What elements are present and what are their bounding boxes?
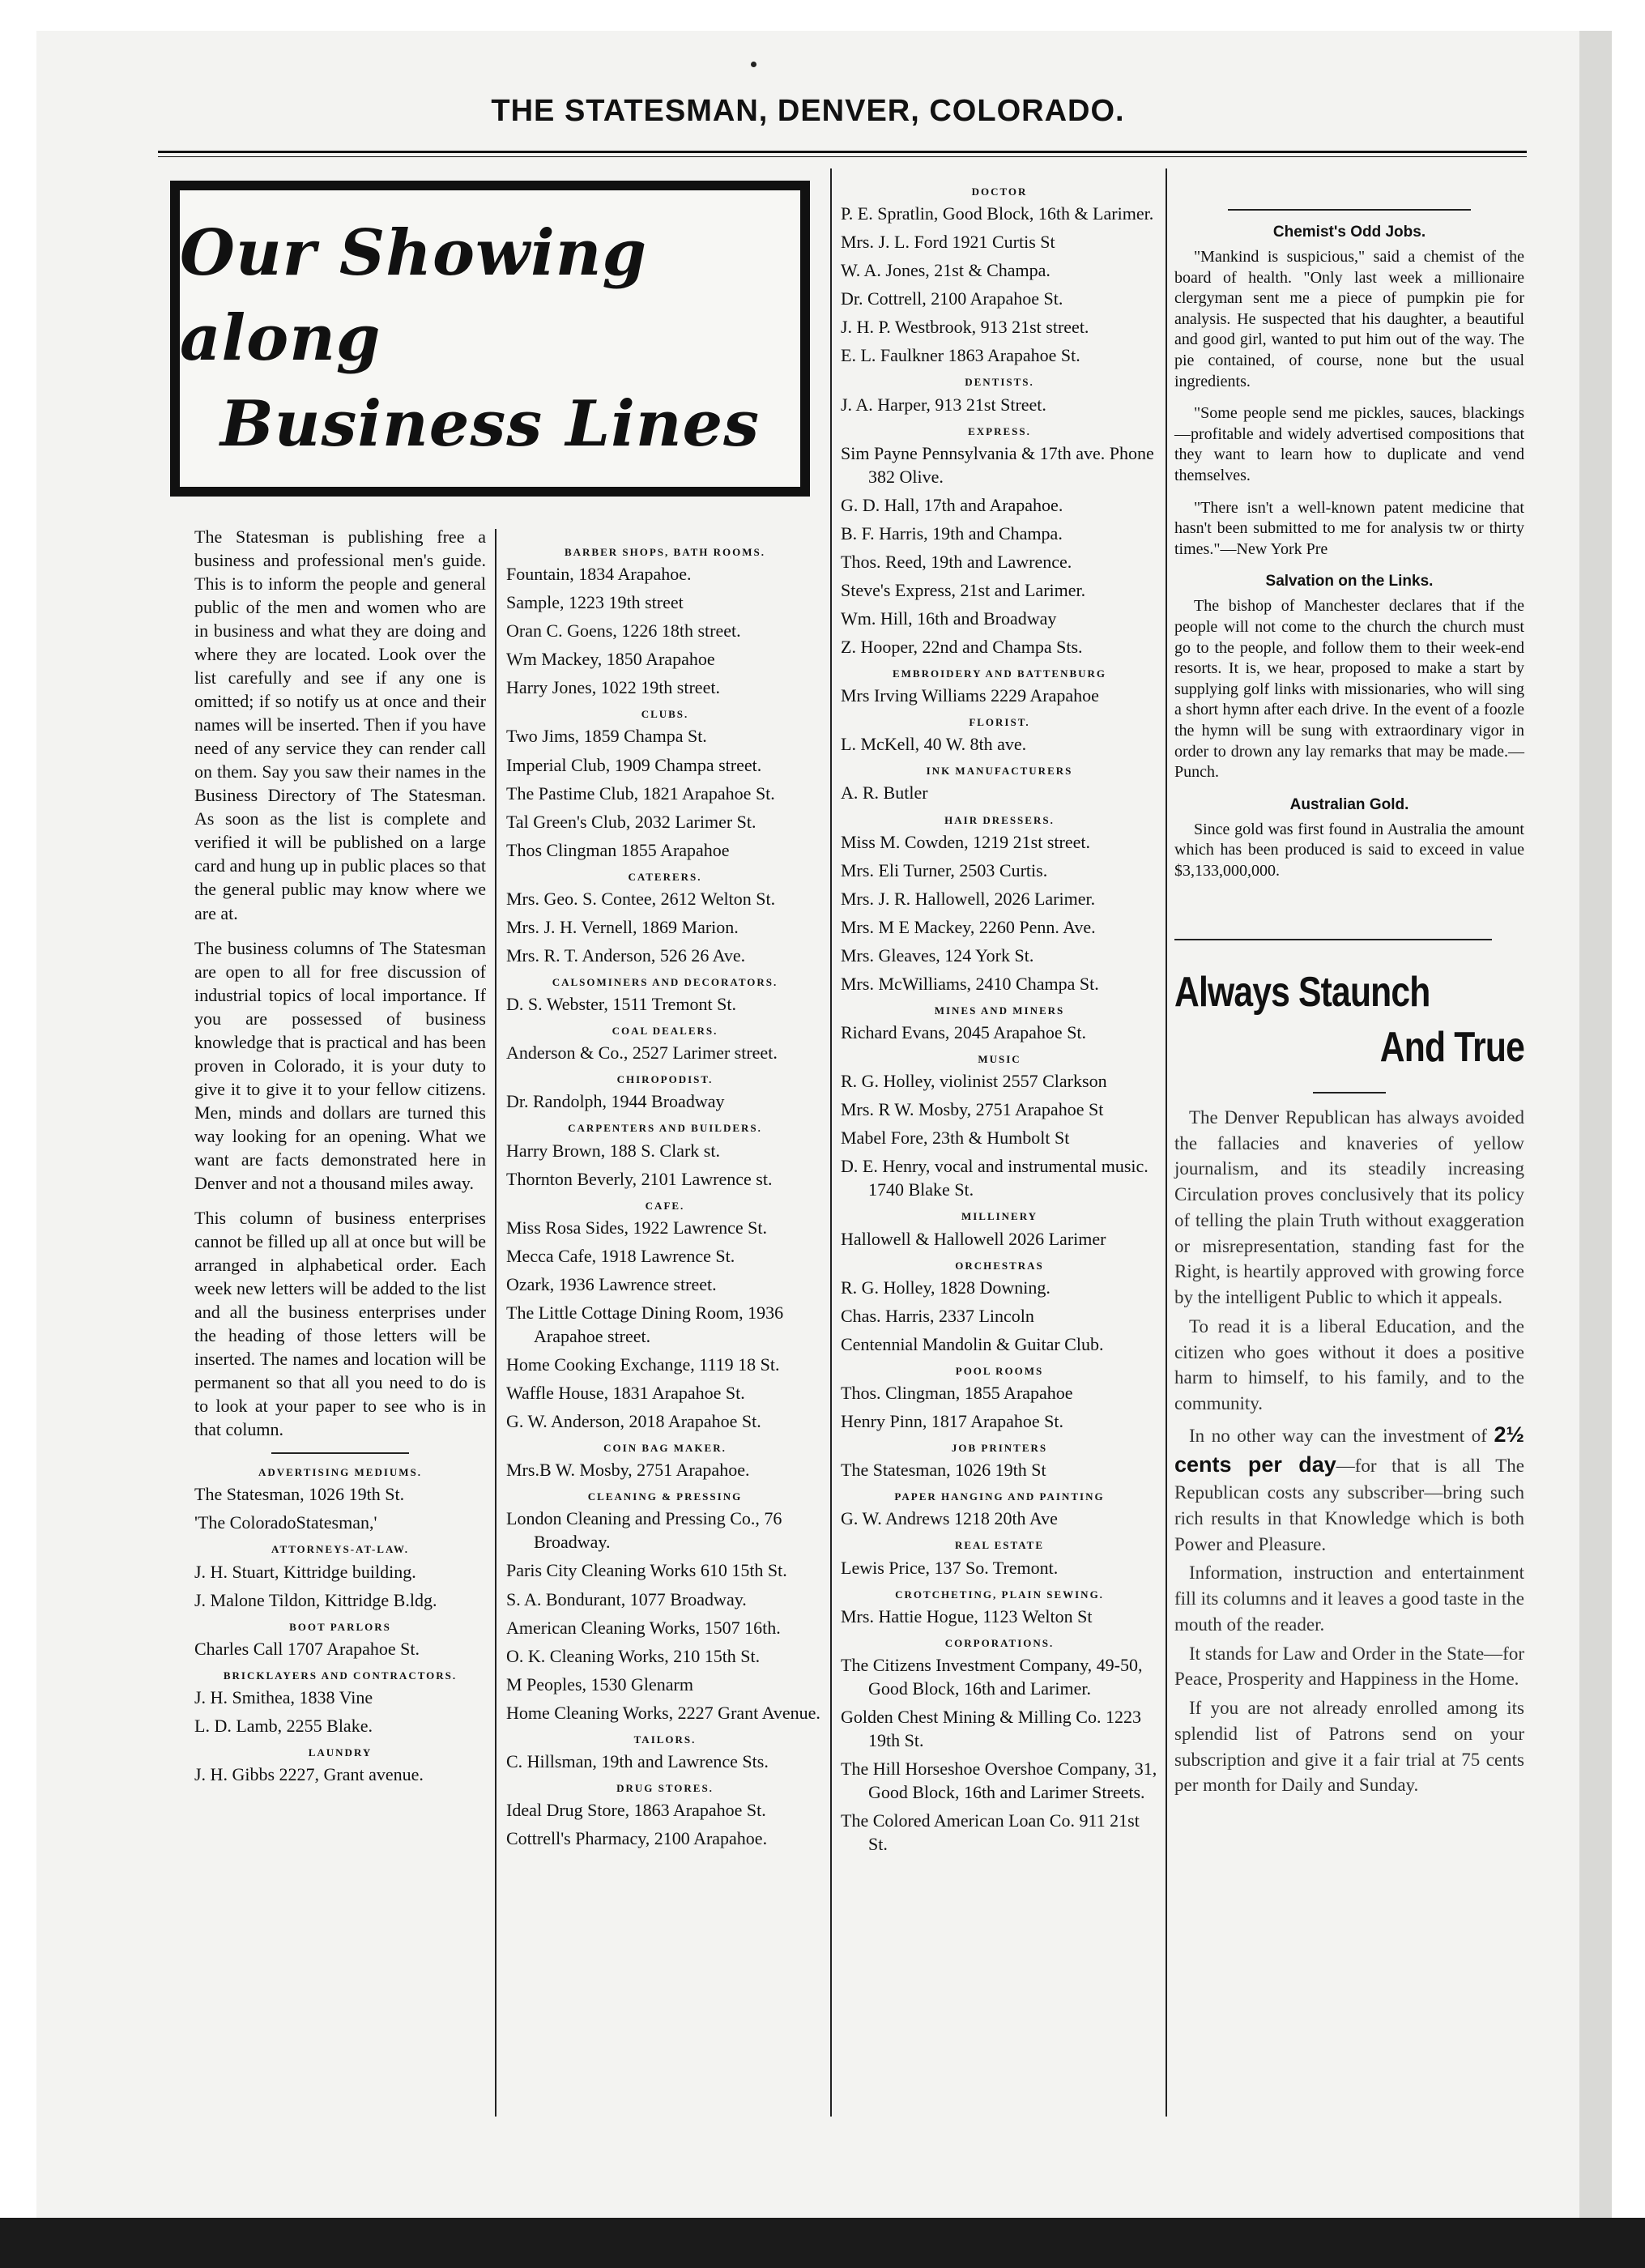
ad-text: —for that is all The Republican costs any subscriber—bring such rich results in that Knowledge which is both Power and Pleasure. xyxy=(1174,1455,1525,1554)
directory-entry: Imperial Club, 1909 Champa street. xyxy=(506,754,762,775)
ad-paragraph: The Denver Republican has always avoided the fallacies and knaveries of yellow journalism, and its steadily increasing Circulation proves conclusively that its policy of telling the plain Truth without exaggeration or misrepresentation, standing fast for the Right, is heartily approved with growing force by the intelligent Public to which it appeals. xyxy=(1174,1106,1524,1308)
directory-entry: Home Cooking Exchange, 1119 18 St. xyxy=(506,1354,780,1375)
directory-entry: Mrs. Eli Turner, 2503 Curtis. xyxy=(841,859,1048,880)
directory-entry: Steve's Express, 21st and Larimer. xyxy=(841,579,1086,600)
directory-entry: Wm. Hill, 16th and Broadway xyxy=(841,608,1057,629)
directory-entry: Thornton Beverly, 2101 Lawrence st. xyxy=(506,1168,773,1189)
column-rule xyxy=(495,529,496,2117)
directory-entry: Ideal Drug Store, 1863 Arapahoe St. xyxy=(506,1800,766,1820)
ad-paragraph: It stands for Law and Order in the State—for Peace, Prosperity and Happiness in the Home. xyxy=(1174,1643,1524,1690)
section-divider xyxy=(1228,209,1471,211)
ad-paragraph: Information, instruction and entertainment fill its columns and it leaves a good taste in the mouth of the reader. xyxy=(1174,1562,1524,1635)
directory-entry: Mrs. R. T. Anderson, 526 26 Ave. xyxy=(506,944,746,966)
directory-entry: Dr. Randolph, 1944 Broadway xyxy=(506,1091,725,1112)
ad-text: In no other way can the investment of xyxy=(1189,1425,1494,1446)
directory-entry: Mrs. R W. Mosby, 2751 Arapahoe St xyxy=(841,1099,1104,1120)
directory-heading: ORCHESTRAS xyxy=(955,1259,1044,1272)
directory-entry: D. E. Henry, vocal and instrumental music. 1740 Blake St. xyxy=(841,1156,1149,1200)
directory-entry: M Peoples, 1530 Glenarm xyxy=(506,1673,693,1695)
directory-entry: Mabel Fore, 23th & Humbolt St xyxy=(841,1128,1070,1149)
page-edge-shadow xyxy=(1579,31,1612,2218)
ad-paragraph: To read it is a liberal Education, and the citizen who goes without it does a positive harm to himself, to his family, and to the community. xyxy=(1174,1315,1524,1413)
directory-entry: The Pastime Club, 1821 Arapahoe St. xyxy=(506,782,775,804)
newspaper-page xyxy=(36,31,1579,2218)
ad-headline-2: And True xyxy=(1379,1024,1524,1072)
directory-heading: EXPRESS. xyxy=(968,424,1031,437)
directory-heading: EMBROIDERY AND BATTENBURG xyxy=(892,667,1107,680)
directory-entry: Richard Evans, 2045 Arapahoe St. xyxy=(841,1022,1087,1042)
directory-entry: Miss M. Cowden, 1219 21st street. xyxy=(841,831,1090,852)
directory-entry: E. L. Faulkner 1863 Arapahoe St. xyxy=(841,345,1080,366)
directory-entry: Chas. Harris, 2337 Lincoln xyxy=(841,1305,1034,1326)
directory-heading: CROTCHETING, PLAIN SEWING. xyxy=(895,1588,1104,1601)
directory-heading: DOCTOR xyxy=(971,185,1028,198)
header-rule xyxy=(158,151,1527,153)
directory-entry: The Statesman, 1026 19th St. xyxy=(194,1484,405,1505)
ink-speck xyxy=(751,62,756,67)
scan-border xyxy=(0,2218,1645,2268)
section-divider xyxy=(1174,939,1492,940)
directory-entry: L. D. Lamb, 2255 Blake. xyxy=(194,1716,373,1736)
directory-entry: Mrs Irving Williams 2229 Arapahoe xyxy=(841,685,1099,706)
directory-entry: Mrs. McWilliams, 2410 Champa St. xyxy=(841,973,1099,994)
directory-entry: The Little Cottage Dining Room, 1936 Arapahoe street. xyxy=(506,1302,784,1346)
ad-price: 2½ cents per day xyxy=(1174,1422,1524,1477)
directory-entry: Waffle House, 1831 Arapahoe St. xyxy=(506,1383,745,1403)
directory-entry: J. H. Gibbs 2227, Grant avenue. xyxy=(194,1764,424,1785)
directory-entry: Thos Clingman 1855 Arapahoe xyxy=(506,839,730,860)
directory-entry: Mecca Cafe, 1918 Lawrence St. xyxy=(506,1245,735,1266)
directory-entry: Mrs. Gleaves, 124 York St. xyxy=(841,944,1034,966)
directory-entry: Golden Chest Mining & Milling Co. 1223 19th St. xyxy=(841,1706,1141,1750)
directory-entry: Anderson & Co., 2527 Larimer street. xyxy=(506,1042,778,1064)
ad-divider xyxy=(1313,1092,1386,1094)
intro-paragraph: This column of business enterprises cannot be filled up all at once but will be arranged in alphabetical order. Each week new letters will be added to the list and all the business enterprises under the heading of those letters will be inserted. The names and location will be permanent so that all you need to do is to look at your paper to see who is in that column. xyxy=(194,1207,486,1440)
directory-entry: Mrs. M E Mackey, 2260 Penn. Ave. xyxy=(841,916,1096,937)
directory-entry: R. G. Holley, violinist 2557 Clarkson xyxy=(841,1071,1107,1092)
directory-entry: Miss Rosa Sides, 1922 Lawrence St. xyxy=(506,1217,768,1238)
directory-entry: Cottrell's Pharmacy, 2100 Arapahoe. xyxy=(506,1828,768,1849)
directory-entry: J. H. P. Westbrook, 913 21st street. xyxy=(841,317,1089,338)
directory-entry: J. H. Stuart, Kittridge building. xyxy=(194,1561,416,1582)
directory-heading: JOB PRINTERS xyxy=(951,1442,1048,1454)
directory-list xyxy=(194,1465,486,1786)
directory-entry: London Cleaning and Pressing Co., 76 Broadway. xyxy=(506,1508,782,1553)
directory-entry: L. McKell, 40 W. 8th ave. xyxy=(841,734,1027,755)
article-title: Australian Gold. xyxy=(1289,795,1409,813)
column-rule xyxy=(1166,168,1167,2117)
banner-line-2: Business Lines xyxy=(219,386,761,461)
directory-heading: CATERERS. xyxy=(628,870,702,883)
directory-entry: Mrs. Hattie Hogue, 1123 Welton St xyxy=(841,1605,1093,1626)
directory-entry: Harry Brown, 188 S. Clark st. xyxy=(506,1140,720,1161)
directory-entry: Paris City Cleaning Works 610 15th St. xyxy=(506,1560,787,1581)
directory-entry: The Citizens Investment Company, 49-50, Good Block, 16th and Larimer. xyxy=(841,1654,1143,1699)
directory-entry: J. A. Harper, 913 21st Street. xyxy=(841,394,1046,415)
directory-entry: J. Malone Tildon, Kittridge B.ldg. xyxy=(194,1589,437,1610)
banner-panel xyxy=(180,190,800,487)
directory-entry: J. H. Smithea, 1838 Vine xyxy=(194,1686,373,1707)
directory-entry: Lewis Price, 137 So. Tremont. xyxy=(841,1557,1059,1578)
directory-entry: G. W. Andrews 1218 20th Ave xyxy=(841,1508,1058,1529)
article-paragraph: Since gold was first found in Australia the amount which has been produced is said to exceed in value $3,133,000,000. xyxy=(1174,820,1524,880)
directory-entry: Dr. Cottrell, 2100 Arapahoe St. xyxy=(841,288,1063,309)
section-divider xyxy=(271,1452,409,1454)
directory-heading: TAILORS. xyxy=(633,1733,697,1746)
directory-entry: Fountain, 1834 Arapahoe. xyxy=(506,564,692,585)
directory-entry: R. G. Holley, 1828 Downing. xyxy=(841,1277,1050,1298)
directory-heading: BRICKLAYERS AND CONTRACTORS. xyxy=(223,1669,458,1682)
directory-heading: CHIROPODIST. xyxy=(616,1073,714,1086)
directory-heading: ADVERTISING MEDIUMS. xyxy=(258,1466,423,1479)
article-title: Chemist's Odd Jobs. xyxy=(1272,224,1426,241)
header-rule-thin xyxy=(158,156,1527,157)
article-paragraph: "There isn't a well-known patent medicine that hasn't been submitted to me for analysis tw or thirty times."—New York Pre xyxy=(1174,498,1524,558)
directory-heading: BARBER SHOPS, BATH ROOMS. xyxy=(564,546,766,558)
directory-heading: MINES AND MINERS xyxy=(934,1004,1065,1017)
directory-entry: The Statesman, 1026 19th St xyxy=(841,1460,1046,1481)
directory-entry: Mrs. J. L. Ford 1921 Curtis St xyxy=(841,232,1055,253)
directory-entry: Mrs. J. R. Hallowell, 2026 Larimer. xyxy=(841,888,1096,909)
directory-entry: Harry Jones, 1022 19th street. xyxy=(506,677,720,698)
column-news xyxy=(1174,168,1524,1801)
directory-heading: INK MANUFACTURERS xyxy=(926,765,1073,778)
directory-heading: ATTORNEYS-AT-LAW. xyxy=(271,1543,409,1556)
directory-entry: S. A. Bondurant, 1077 Broadway. xyxy=(506,1588,747,1609)
directory-entry: Charles Call 1707 Arapahoe St. xyxy=(194,1638,420,1659)
directory-entry: Wm Mackey, 1850 Arapahoe xyxy=(506,649,715,670)
directory-heading: LAUNDRY xyxy=(308,1746,373,1759)
directory-column-2 xyxy=(506,537,824,1855)
news-articles xyxy=(1174,222,1524,882)
directory-entry: The Colored American Loan Co. 911 21st St. xyxy=(841,1810,1140,1855)
directory-entry: Home Cleaning Works, 2227 Grant Avenue. xyxy=(506,1702,820,1723)
directory-entry: B. F. Harris, 19th and Champa. xyxy=(841,522,1063,544)
directory-entry: Ozark, 1936 Lawrence street. xyxy=(506,1273,717,1294)
ad-paragraph: If you are not already enrolled among its splendid list of Patrons send on your subscription and give it a fair trial at 75 cents per month for Daily and Sunday. xyxy=(1174,1698,1524,1796)
directory-entry: Centennial Mandolin & Guitar Club. xyxy=(841,1333,1104,1354)
intro-paragraph: The Statesman is publishing free a business and professional men's guide. This is to inform the people and general public of the men and women who are in business and what they are doing and where they are located. Look over the list carefully and see if any one is omitted; if so notify us at once and their names will be inserted. Then if you have need of any service they can render call on them. Say you saw their names in the Business Directory of The Statesman. As soon as the list is complete and verified it will be published on a large card and hung up in public places so that the general public may know where we are at. xyxy=(194,526,486,923)
ad-headline-1: Always Staunch xyxy=(1174,968,1430,1016)
column-rule xyxy=(830,168,832,2117)
directory-entry: 'The ColoradoStatesman,' xyxy=(194,1512,377,1533)
directory-entry: D. S. Webster, 1511 Tremont St. xyxy=(506,994,736,1015)
banner-line-1: Our Showing along xyxy=(180,216,647,376)
directory-entry: Thos. Clingman, 1855 Arapahoe xyxy=(841,1382,1073,1403)
directory-heading: CLEANING & PRESSING xyxy=(587,1490,743,1503)
masthead: THE STATESMAN, DENVER, COLORADO. xyxy=(491,94,1125,128)
directory-entry: A. R. Butler xyxy=(841,782,928,804)
directory-entry: Hallowell & Hallowell 2026 Larimer xyxy=(841,1228,1106,1249)
directory-entry: Tal Green's Club, 2032 Larimer St. xyxy=(506,811,756,832)
article-paragraph: The bishop of Manchester declares that if the people will not come to the church the church must go to the people, and follow them to their week-end resorts. It is, we hear, proposed to make a start by supplying golf links with missionaries, who will sing a short hymn after each drive. In the event of a foozle the hymn will be sung with extraordinary vigor in order to drown any lay remarks that may be made.—Punch. xyxy=(1174,597,1524,782)
directory-entry: W. A. Jones, 21st & Champa. xyxy=(841,260,1050,281)
directory-entry: The Hill Horseshoe Overshoe Company, 31, Good Block, 16th and Larimer Streets. xyxy=(841,1759,1157,1803)
directory-entry: C. Hillsman, 19th and Lawrence Sts. xyxy=(506,1750,769,1771)
directory-entry: Sample, 1223 19th street xyxy=(506,592,684,613)
directory-entry: O. K. Cleaning Works, 210 15th St. xyxy=(506,1645,761,1666)
directory-heading: CALSOMINERS AND DECORATORS. xyxy=(552,975,778,988)
republican-ad xyxy=(1174,1105,1524,1798)
column-intro xyxy=(194,525,486,1791)
directory-heading: DENTISTS. xyxy=(965,376,1034,389)
directory-entry: Z. Hooper, 22nd and Champa Sts. xyxy=(841,636,1083,657)
directory-heading: CLUBS. xyxy=(641,708,689,721)
directory-heading: CORPORATIONS. xyxy=(944,1636,1055,1649)
directory-heading: FLORIST. xyxy=(969,716,1030,729)
directory-entry: Sim Payne Pennsylvania & 17th ave. Phone 382 Olive. xyxy=(841,442,1154,487)
directory-column-3 xyxy=(841,177,1158,1861)
directory-heading: COAL DEALERS. xyxy=(612,1025,718,1038)
article-paragraph: "Some people send me pickles, sauces, blackings—profitable and widely advertised compositions that they want to learn how to duplicate and vend themselves. xyxy=(1174,404,1524,485)
article-paragraph: "Mankind is suspicious," said a chemist of the board of health. "Only last week a millionaire clergyman sent me a piece of pumpkin pie for analysis. He suspected that his daughter, a beautiful and good girl, wanted to put him out of the way. The pie contained, of course, none but the usual ingredients. xyxy=(1174,248,1524,390)
directory-heading: REAL ESTATE xyxy=(954,1539,1045,1552)
directory-heading: CAFE. xyxy=(645,1199,685,1212)
directory-entry: Thos. Reed, 19th and Lawrence. xyxy=(841,551,1072,572)
directory-heading: MUSIC xyxy=(978,1053,1021,1066)
directory-entry: American Cleaning Works, 1507 16th. xyxy=(506,1617,781,1638)
directory-heading: MILLINERY xyxy=(961,1210,1038,1223)
directory-entry: P. E. Spratlin, Good Block, 16th & Larimer. xyxy=(841,203,1154,224)
intro-paragraph: The business columns of The Statesman are open to all for free discussion of industrial topics of local importance. If you are possessed of business knowledge that is practical and has been proven in Colorado, it is your duty to give it to give it to your fellow citizens. Men, minds and dollars are turned this way looking for an opening. What we want are facts demonstrated here in Denver and not a thousand miles away. xyxy=(194,937,486,1193)
directory-heading: HAIR DRESSERS. xyxy=(944,813,1055,826)
directory-heading: COIN BAG MAKER. xyxy=(603,1442,727,1455)
directory-entry: Henry Pinn, 1817 Arapahoe St. xyxy=(841,1410,1063,1431)
directory-heading: DRUG STORES. xyxy=(616,1781,714,1794)
directory-heading: POOL ROOMS xyxy=(955,1364,1044,1377)
directory-entry: Mrs. Geo. S. Contee, 2612 Welton St. xyxy=(506,888,776,909)
directory-entry: G. W. Anderson, 2018 Arapahoe St. xyxy=(506,1411,761,1432)
directory-entry: Mrs. J. H. Vernell, 1869 Marion. xyxy=(506,916,739,937)
directory-entry: Mrs.B W. Mosby, 2751 Arapahoe. xyxy=(506,1460,750,1481)
directory-entry: Two Jims, 1859 Champa St. xyxy=(506,726,707,747)
directory-heading: CARPENTERS AND BUILDERS. xyxy=(568,1122,762,1135)
section-banner xyxy=(170,181,810,497)
ad-paragraph xyxy=(1174,1420,1524,1558)
directory-entry: G. D. Hall, 17th and Arapahoe. xyxy=(841,494,1063,515)
directory-heading: PAPER HANGING AND PAINTING xyxy=(894,1490,1105,1503)
directory-heading: BOOT PARLORS xyxy=(289,1620,391,1633)
article-title: Salvation on the Links. xyxy=(1265,573,1434,590)
directory-entry: Oran C. Goens, 1226 18th street. xyxy=(506,620,741,642)
